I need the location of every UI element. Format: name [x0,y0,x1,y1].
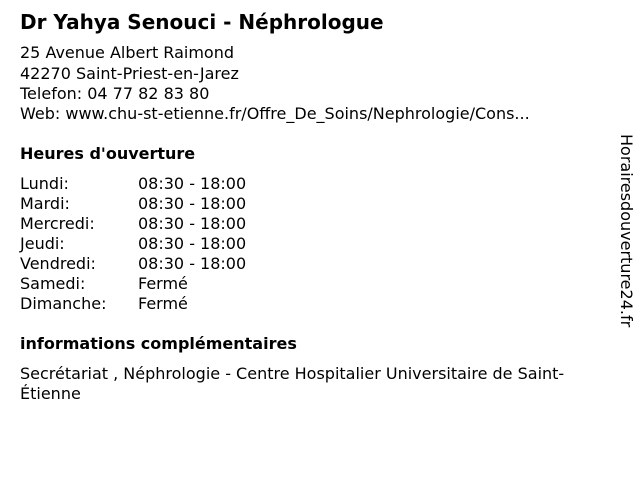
hours-heading: Heures d'ouverture [20,144,196,163]
hours-day: Samedi: [20,274,86,293]
hours-time: 08:30 - 18:00 [138,194,247,213]
hours-time: 08:30 - 18:00 [138,234,247,253]
hours-time: Fermé [138,274,188,293]
web-line: Web: www.chu-st-etienne.fr/Offre_De_Soins/Nephrologie/Cons... [20,104,530,123]
info-heading: informations complémentaires [20,334,297,353]
hours-day: Vendredi: [20,254,96,273]
watermark-text: Horairesdouverture24.fr [617,134,636,328]
hours-day: Dimanche: [20,294,107,313]
hours-time: 08:30 - 18:00 [138,174,247,193]
info-text: Secrétariat , Néphrologie - Centre Hospitalier Universitaire de Saint-Étienne [20,364,565,403]
hours-day: Jeudi: [20,234,65,253]
hours-time: Fermé [138,294,188,313]
hours-time: 08:30 - 18:00 [138,254,247,273]
hours-day: Mercredi: [20,214,95,233]
hours-day: Mardi: [20,194,70,213]
phone-line: Telefon: 04 77 82 83 80 [20,84,210,103]
page-title: Dr Yahya Senouci - Néphrologue [20,10,384,34]
hours-time: 08:30 - 18:00 [138,214,247,233]
hours-day: Lundi: [20,174,69,193]
watermark [612,134,640,345]
address-street: 25 Avenue Albert Raimond [20,43,234,62]
address-city: 42270 Saint-Priest-en-Jarez [20,64,239,83]
